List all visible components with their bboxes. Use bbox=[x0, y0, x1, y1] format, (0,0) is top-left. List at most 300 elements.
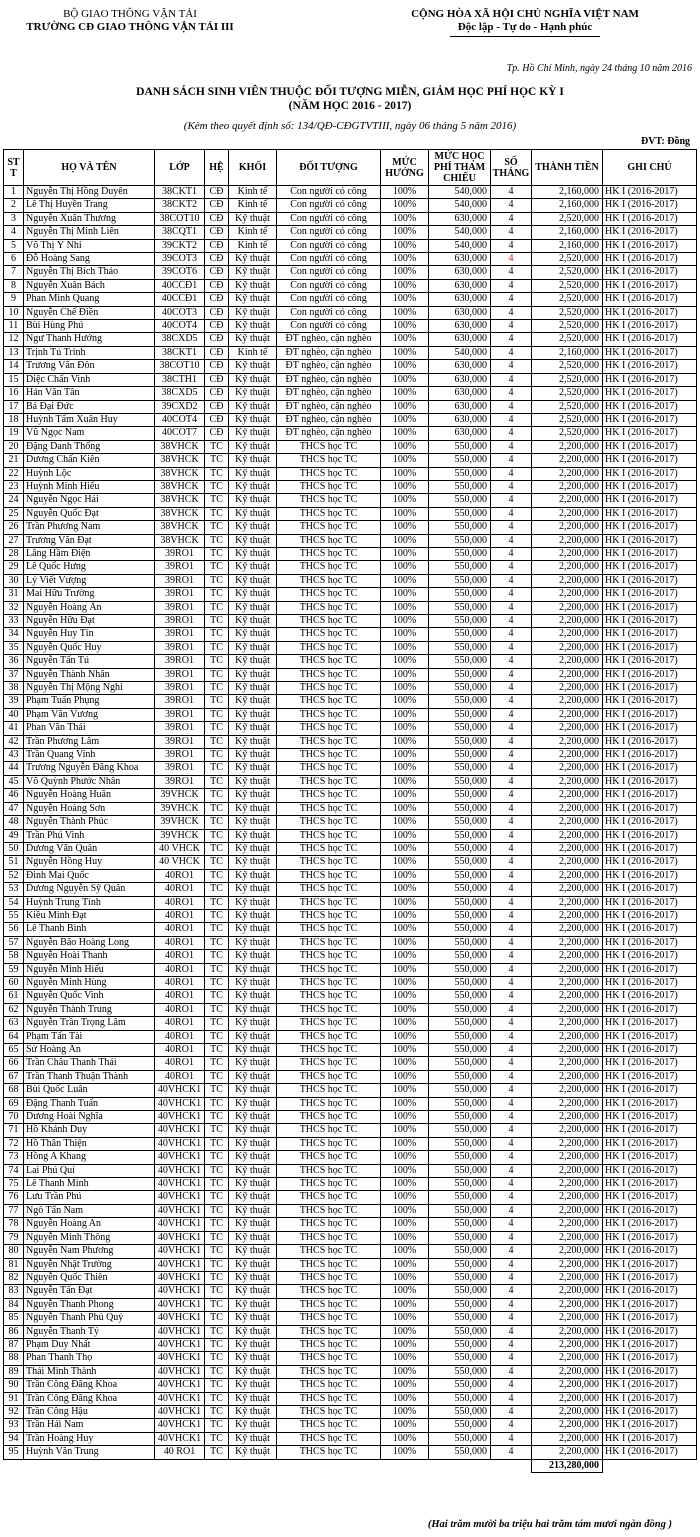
cell-class: 39RO1 bbox=[155, 735, 205, 748]
cell-months: 4 bbox=[491, 749, 532, 762]
cell-rate: 100% bbox=[381, 534, 429, 547]
cell-category: THCS học TC bbox=[277, 909, 381, 922]
cell-class: 40VHCK1 bbox=[155, 1285, 205, 1298]
cell-months: 4 bbox=[491, 387, 532, 400]
cell-category: THCS học TC bbox=[277, 1084, 381, 1097]
cell-system: TC bbox=[205, 1204, 229, 1217]
cell-note: HK I (2016-2017) bbox=[603, 1044, 697, 1057]
cell-category: THCS học TC bbox=[277, 668, 381, 681]
cell-note: HK I (2016-2017) bbox=[603, 963, 697, 976]
cell-system: TC bbox=[205, 1405, 229, 1418]
table-header-row bbox=[4, 150, 697, 186]
cell-rate: 100% bbox=[381, 1070, 429, 1083]
table-row bbox=[4, 1352, 697, 1365]
cell-stt: 61 bbox=[4, 990, 24, 1003]
cell-name: Phạm Văn Vương bbox=[24, 708, 155, 721]
cell-name: Huỳnh Minh Hiếu bbox=[24, 480, 155, 493]
cell-rate: 100% bbox=[381, 1446, 429, 1459]
cell-months: 4 bbox=[491, 1191, 532, 1204]
cell-division: Kỹ thuật bbox=[229, 1325, 277, 1338]
cell-class: 39CKT2 bbox=[155, 239, 205, 252]
cell-system: TC bbox=[205, 1124, 229, 1137]
cell-system: TC bbox=[205, 1392, 229, 1405]
table-row bbox=[4, 547, 697, 560]
cell-rate: 100% bbox=[381, 306, 429, 319]
cell-class: 40 VHCK bbox=[155, 842, 205, 855]
cell-months: 4 bbox=[491, 1419, 532, 1432]
cell-months: 4 bbox=[491, 1164, 532, 1177]
cell-name: Nguyễn Hoài Thanh bbox=[24, 950, 155, 963]
cell-rate: 100% bbox=[381, 641, 429, 654]
cell-ref-fee: 550,000 bbox=[429, 1218, 491, 1231]
cell-name: Nguyễn Minh Hùng bbox=[24, 976, 155, 989]
cell-class: 40RO1 bbox=[155, 896, 205, 909]
cell-months: 4 bbox=[491, 306, 532, 319]
cell-ref-fee: 550,000 bbox=[429, 1097, 491, 1110]
cell-rate: 100% bbox=[381, 360, 429, 373]
cell-rate: 100% bbox=[381, 1298, 429, 1311]
cell-class: 40COT4 bbox=[155, 320, 205, 333]
cell-months: 4 bbox=[491, 1405, 532, 1418]
cell-note: HK I (2016-2017) bbox=[603, 346, 697, 359]
cell-ref-fee: 630,000 bbox=[429, 333, 491, 346]
cell-division: Kỹ thuật bbox=[229, 1352, 277, 1365]
cell-class: 40VHCK1 bbox=[155, 1151, 205, 1164]
cell-name: Trần Phương Lâm bbox=[24, 735, 155, 748]
cell-division: Kỹ thuật bbox=[229, 1070, 277, 1083]
cell-amount: 2,520,000 bbox=[532, 360, 603, 373]
cell-class: 39CXD2 bbox=[155, 400, 205, 413]
cell-ref-fee: 550,000 bbox=[429, 454, 491, 467]
cell-rate: 100% bbox=[381, 976, 429, 989]
cell-stt: 78 bbox=[4, 1218, 24, 1231]
cell-ref-fee: 550,000 bbox=[429, 923, 491, 936]
cell-months: 4 bbox=[491, 1432, 532, 1445]
cell-class: 40VHCK1 bbox=[155, 1419, 205, 1432]
cell-category: THCS học TC bbox=[277, 735, 381, 748]
cell-ref-fee: 550,000 bbox=[429, 1164, 491, 1177]
cell-months: 4 bbox=[491, 293, 532, 306]
cell-ref-fee: 630,000 bbox=[429, 413, 491, 426]
cell-division: Kỹ thuật bbox=[229, 1312, 277, 1325]
cell-category: THCS học TC bbox=[277, 883, 381, 896]
cell-class: 39RO1 bbox=[155, 574, 205, 587]
cell-class: 39RO1 bbox=[155, 749, 205, 762]
cell-division: Kỹ thuật bbox=[229, 1419, 277, 1432]
cell-rate: 100% bbox=[381, 1084, 429, 1097]
cell-category: THCS học TC bbox=[277, 1178, 381, 1191]
cell-system: TC bbox=[205, 842, 229, 855]
table-row bbox=[4, 1097, 697, 1110]
cell-note: HK I (2016-2017) bbox=[603, 1446, 697, 1459]
cell-class: 38COT10 bbox=[155, 212, 205, 225]
table-row bbox=[4, 789, 697, 802]
cell-rate: 100% bbox=[381, 1285, 429, 1298]
cell-category: THCS học TC bbox=[277, 601, 381, 614]
cell-class: 40 VHCK bbox=[155, 856, 205, 869]
cell-ref-fee: 550,000 bbox=[429, 480, 491, 493]
cell-rate: 100% bbox=[381, 427, 429, 440]
cell-months: 4 bbox=[491, 1097, 532, 1110]
cell-name: Mai Hữu Trường bbox=[24, 588, 155, 601]
cell-amount: 2,200,000 bbox=[532, 1231, 603, 1244]
cell-division: Kỹ thuật bbox=[229, 896, 277, 909]
cell-amount: 2,200,000 bbox=[532, 467, 603, 480]
cell-amount: 2,200,000 bbox=[532, 883, 603, 896]
cell-division: Kỹ thuật bbox=[229, 494, 277, 507]
cell-note: HK I (2016-2017) bbox=[603, 1111, 697, 1124]
cell-note: HK I (2016-2017) bbox=[603, 239, 697, 252]
table-row bbox=[4, 1392, 697, 1405]
cell-division: Kỹ thuật bbox=[229, 708, 277, 721]
cell-months: 4 bbox=[491, 547, 532, 560]
cell-category: THCS học TC bbox=[277, 1111, 381, 1124]
table-row bbox=[4, 1446, 697, 1459]
cell-ref-fee: 550,000 bbox=[429, 829, 491, 842]
table-row bbox=[4, 1365, 697, 1378]
cell-category: THCS học TC bbox=[277, 628, 381, 641]
cell-ref-fee: 550,000 bbox=[429, 1191, 491, 1204]
cell-system: TC bbox=[205, 1178, 229, 1191]
cell-months: 4 bbox=[491, 615, 532, 628]
cell-months: 4 bbox=[491, 346, 532, 359]
cell-stt: 18 bbox=[4, 413, 24, 426]
cell-rate: 100% bbox=[381, 749, 429, 762]
cell-division: Kỹ thuật bbox=[229, 1017, 277, 1030]
cell-division: Kỹ thuật bbox=[229, 306, 277, 319]
cell-months: 4 bbox=[491, 641, 532, 654]
cell-rate: 100% bbox=[381, 1017, 429, 1030]
cell-amount: 2,200,000 bbox=[532, 615, 603, 628]
cell-system: TC bbox=[205, 963, 229, 976]
cell-division: Kỹ thuật bbox=[229, 1151, 277, 1164]
table-row bbox=[4, 762, 697, 775]
cell-amount: 2,200,000 bbox=[532, 749, 603, 762]
cell-months: 4 bbox=[491, 896, 532, 909]
cell-amount: 2,200,000 bbox=[532, 990, 603, 1003]
cell-months: 4 bbox=[491, 1338, 532, 1351]
cell-ref-fee: 550,000 bbox=[429, 655, 491, 668]
cell-amount: 2,520,000 bbox=[532, 279, 603, 292]
cell-note: HK I (2016-2017) bbox=[603, 507, 697, 520]
cell-name: Trần Công Đăng Khoa bbox=[24, 1379, 155, 1392]
cell-division: Kỹ thuật bbox=[229, 454, 277, 467]
cell-system: TC bbox=[205, 1338, 229, 1351]
cell-category: THCS học TC bbox=[277, 1271, 381, 1284]
cell-category: THCS học TC bbox=[277, 749, 381, 762]
cell-stt: 23 bbox=[4, 480, 24, 493]
cell-division: Kỹ thuật bbox=[229, 615, 277, 628]
table-row bbox=[4, 1017, 697, 1030]
cell-stt: 14 bbox=[4, 360, 24, 373]
cell-division: Kỹ thuật bbox=[229, 1204, 277, 1217]
cell-class: 40COT4 bbox=[155, 413, 205, 426]
table-row bbox=[4, 360, 697, 373]
cell-ref-fee: 630,000 bbox=[429, 306, 491, 319]
cell-note: HK I (2016-2017) bbox=[603, 735, 697, 748]
cell-system: TC bbox=[205, 1057, 229, 1070]
cell-ref-fee: 550,000 bbox=[429, 842, 491, 855]
cell-stt: 84 bbox=[4, 1298, 24, 1311]
cell-amount: 2,200,000 bbox=[532, 1392, 603, 1405]
cell-division: Kỹ thuật bbox=[229, 842, 277, 855]
table-row bbox=[4, 1271, 697, 1284]
cell-class: 40RO1 bbox=[155, 923, 205, 936]
cell-class: 38CQT1 bbox=[155, 226, 205, 239]
cell-system: CĐ bbox=[205, 293, 229, 306]
cell-division: Kỹ thuật bbox=[229, 253, 277, 266]
table-row bbox=[4, 253, 697, 266]
cell-months: 4 bbox=[491, 574, 532, 587]
cell-class: 39VHCK bbox=[155, 816, 205, 829]
cell-category: THCS học TC bbox=[277, 869, 381, 882]
cell-class: 39RO1 bbox=[155, 615, 205, 628]
cell-months: 4 bbox=[491, 668, 532, 681]
cell-division: Kỹ thuật bbox=[229, 1285, 277, 1298]
cell-note: HK I (2016-2017) bbox=[603, 360, 697, 373]
cell-class: 40RO1 bbox=[155, 1057, 205, 1070]
cell-category: THCS học TC bbox=[277, 802, 381, 815]
cell-ref-fee: 540,000 bbox=[429, 226, 491, 239]
cell-system: TC bbox=[205, 1044, 229, 1057]
cell-system: CĐ bbox=[205, 186, 229, 199]
cell-note: HK I (2016-2017) bbox=[603, 266, 697, 279]
cell-class: 40VHCK1 bbox=[155, 1204, 205, 1217]
cell-ref-fee: 540,000 bbox=[429, 239, 491, 252]
cell-class: 40VHCK1 bbox=[155, 1218, 205, 1231]
cell-stt: 76 bbox=[4, 1191, 24, 1204]
cell-rate: 100% bbox=[381, 1419, 429, 1432]
cell-note: HK I (2016-2017) bbox=[603, 1325, 697, 1338]
cell-system: TC bbox=[205, 1231, 229, 1244]
cell-rate: 100% bbox=[381, 909, 429, 922]
table-row bbox=[4, 561, 697, 574]
cell-months: 4 bbox=[491, 869, 532, 882]
cell-class: 39RO1 bbox=[155, 601, 205, 614]
cell-class: 38VHCK bbox=[155, 480, 205, 493]
table-row bbox=[4, 507, 697, 520]
cell-division: Kỹ thuật bbox=[229, 521, 277, 534]
cell-system: TC bbox=[205, 1258, 229, 1271]
cell-system: TC bbox=[205, 1379, 229, 1392]
cell-name: Nguyễn Thị Mộng Nghi bbox=[24, 682, 155, 695]
cell-category: THCS học TC bbox=[277, 467, 381, 480]
cell-system: TC bbox=[205, 628, 229, 641]
cell-system: TC bbox=[205, 722, 229, 735]
cell-category: THCS học TC bbox=[277, 1057, 381, 1070]
cell-division: Kỹ thuật bbox=[229, 923, 277, 936]
cell-category: THCS học TC bbox=[277, 1432, 381, 1445]
cell-stt: 45 bbox=[4, 775, 24, 788]
table-row bbox=[4, 1258, 697, 1271]
cell-note: HK I (2016-2017) bbox=[603, 534, 697, 547]
cell-stt: 46 bbox=[4, 789, 24, 802]
cell-note: HK I (2016-2017) bbox=[603, 1164, 697, 1177]
cell-system: TC bbox=[205, 1097, 229, 1110]
table-row bbox=[4, 588, 697, 601]
cell-months: 4 bbox=[491, 1446, 532, 1459]
cell-division: Kỹ thuật bbox=[229, 360, 277, 373]
cell-system: TC bbox=[205, 923, 229, 936]
cell-amount: 2,200,000 bbox=[532, 1312, 603, 1325]
cell-note: HK I (2016-2017) bbox=[603, 1365, 697, 1378]
cell-category: Con người có công bbox=[277, 266, 381, 279]
cell-amount: 2,200,000 bbox=[532, 923, 603, 936]
cell-note: HK I (2016-2017) bbox=[603, 896, 697, 909]
cell-system: TC bbox=[205, 1070, 229, 1083]
cell-ref-fee: 550,000 bbox=[429, 1245, 491, 1258]
cell-amount: 2,200,000 bbox=[532, 1245, 603, 1258]
cell-class: 40VHCK1 bbox=[155, 1137, 205, 1150]
cell-name: Nguyễn Hoàng Sơn bbox=[24, 802, 155, 815]
cell-name: Nguyễn Hữu Đạt bbox=[24, 615, 155, 628]
cell-months: 4 bbox=[491, 1070, 532, 1083]
document-date: Tp. Hồ Chí Minh, ngày 24 tháng 10 năm 2016 bbox=[506, 63, 692, 74]
cell-stt: 81 bbox=[4, 1258, 24, 1271]
cell-system: TC bbox=[205, 440, 229, 453]
cell-stt: 93 bbox=[4, 1419, 24, 1432]
cell-stt: 73 bbox=[4, 1151, 24, 1164]
cell-name: Lai Phú Quí bbox=[24, 1164, 155, 1177]
cell-note: HK I (2016-2017) bbox=[603, 1312, 697, 1325]
cell-division: Kinh tế bbox=[229, 186, 277, 199]
cell-amount: 2,200,000 bbox=[532, 695, 603, 708]
cell-months: 4 bbox=[491, 480, 532, 493]
cell-division: Kỹ thuật bbox=[229, 936, 277, 949]
cell-class: 38VHCK bbox=[155, 467, 205, 480]
cell-class: 39RO1 bbox=[155, 561, 205, 574]
cell-division: Kỹ thuật bbox=[229, 668, 277, 681]
cell-note: HK I (2016-2017) bbox=[603, 212, 697, 225]
cell-rate: 100% bbox=[381, 816, 429, 829]
cell-note: HK I (2016-2017) bbox=[603, 909, 697, 922]
cell-name: Hồ Thân Thiện bbox=[24, 1137, 155, 1150]
cell-category: THCS học TC bbox=[277, 762, 381, 775]
cell-note: HK I (2016-2017) bbox=[603, 1298, 697, 1311]
cell-rate: 100% bbox=[381, 695, 429, 708]
cell-stt: 85 bbox=[4, 1312, 24, 1325]
cell-rate: 100% bbox=[381, 320, 429, 333]
cell-system: TC bbox=[205, 1271, 229, 1284]
cell-rate: 100% bbox=[381, 789, 429, 802]
cell-months: 4 bbox=[491, 239, 532, 252]
cell-name: Dương Chấn Kiên bbox=[24, 454, 155, 467]
cell-amount: 2,160,000 bbox=[532, 199, 603, 212]
cell-category: THCS học TC bbox=[277, 574, 381, 587]
table-row bbox=[4, 708, 697, 721]
cell-stt: 87 bbox=[4, 1338, 24, 1351]
cell-amount: 2,200,000 bbox=[532, 802, 603, 815]
cell-ref-fee: 550,000 bbox=[429, 641, 491, 654]
cell-ref-fee: 550,000 bbox=[429, 722, 491, 735]
cell-class: 38VHCK bbox=[155, 507, 205, 520]
cell-ref-fee: 550,000 bbox=[429, 1057, 491, 1070]
table-row bbox=[4, 909, 697, 922]
table-row bbox=[4, 1204, 697, 1217]
cell-division: Kỹ thuật bbox=[229, 1338, 277, 1351]
cell-category: ĐT nghèo, cận nghèo bbox=[277, 333, 381, 346]
cell-stt: 41 bbox=[4, 722, 24, 735]
cell-category: Con người có công bbox=[277, 293, 381, 306]
cell-amount: 2,200,000 bbox=[532, 1137, 603, 1150]
cell-amount: 2,200,000 bbox=[532, 789, 603, 802]
cell-rate: 100% bbox=[381, 1218, 429, 1231]
cell-amount: 2,200,000 bbox=[532, 574, 603, 587]
cell-category: THCS học TC bbox=[277, 1003, 381, 1016]
cell-months: 4 bbox=[491, 212, 532, 225]
table-row bbox=[4, 976, 697, 989]
table-row bbox=[4, 427, 697, 440]
col-name: HỌ VÀ TÊN bbox=[24, 150, 155, 186]
cell-ref-fee: 550,000 bbox=[429, 869, 491, 882]
cell-stt: 86 bbox=[4, 1325, 24, 1338]
cell-class: 40VHCK1 bbox=[155, 1312, 205, 1325]
cell-amount: 2,200,000 bbox=[532, 601, 603, 614]
table-row bbox=[4, 199, 697, 212]
cell-months: 4 bbox=[491, 682, 532, 695]
cell-note: HK I (2016-2017) bbox=[603, 521, 697, 534]
cell-ref-fee: 550,000 bbox=[429, 789, 491, 802]
col-class: LỚP bbox=[155, 150, 205, 186]
cell-class: 40RO1 bbox=[155, 976, 205, 989]
cell-class: 40VHCK1 bbox=[155, 1178, 205, 1191]
cell-division: Kỹ thuật bbox=[229, 950, 277, 963]
cell-rate: 100% bbox=[381, 655, 429, 668]
cell-system: TC bbox=[205, 909, 229, 922]
decision-reference: (Kèm theo quyết định số: 134/QĐ-CĐGTVTIII, ngày 06 tháng 5 năm 2016) bbox=[183, 120, 517, 132]
cell-amount: 2,200,000 bbox=[532, 896, 603, 909]
cell-category: THCS học TC bbox=[277, 950, 381, 963]
cell-stt: 72 bbox=[4, 1137, 24, 1150]
cell-note: HK I (2016-2017) bbox=[603, 695, 697, 708]
cell-rate: 100% bbox=[381, 1003, 429, 1016]
cell-note: HK I (2016-2017) bbox=[603, 1405, 697, 1418]
table-row bbox=[4, 1111, 697, 1124]
national-header bbox=[360, 8, 690, 37]
cell-category: THCS học TC bbox=[277, 440, 381, 453]
cell-system: CĐ bbox=[205, 320, 229, 333]
cell-months: 4 bbox=[491, 521, 532, 534]
cell-name: Nguyễn Thanh Tỷ bbox=[24, 1325, 155, 1338]
cell-name: Lưu Trần Phú bbox=[24, 1191, 155, 1204]
cell-stt: 82 bbox=[4, 1271, 24, 1284]
cell-name: Nguyễn Hoàng An bbox=[24, 1218, 155, 1231]
cell-category: THCS học TC bbox=[277, 641, 381, 654]
cell-name: Trần Hoàng Huy bbox=[24, 1432, 155, 1445]
cell-class: 39RO1 bbox=[155, 762, 205, 775]
cell-amount: 2,200,000 bbox=[532, 588, 603, 601]
cell-system: CĐ bbox=[205, 253, 229, 266]
cell-note: HK I (2016-2017) bbox=[603, 856, 697, 869]
cell-system: TC bbox=[205, 682, 229, 695]
cell-name: Huỳnh Tấm Xuân Huy bbox=[24, 413, 155, 426]
cell-months: 4 bbox=[491, 1231, 532, 1244]
cell-amount: 2,200,000 bbox=[532, 963, 603, 976]
cell-note: HK I (2016-2017) bbox=[603, 936, 697, 949]
cell-ref-fee: 550,000 bbox=[429, 1365, 491, 1378]
cell-rate: 100% bbox=[381, 507, 429, 520]
cell-ref-fee: 550,000 bbox=[429, 856, 491, 869]
cell-category: THCS học TC bbox=[277, 856, 381, 869]
cell-months: 4 bbox=[491, 923, 532, 936]
cell-stt: 32 bbox=[4, 601, 24, 614]
cell-class: 40CCĐ1 bbox=[155, 293, 205, 306]
table-row bbox=[4, 440, 697, 453]
cell-amount: 2,200,000 bbox=[532, 1352, 603, 1365]
cell-amount: 2,200,000 bbox=[532, 1432, 603, 1445]
cell-months: 4 bbox=[491, 1124, 532, 1137]
cell-stt: 64 bbox=[4, 1030, 24, 1043]
